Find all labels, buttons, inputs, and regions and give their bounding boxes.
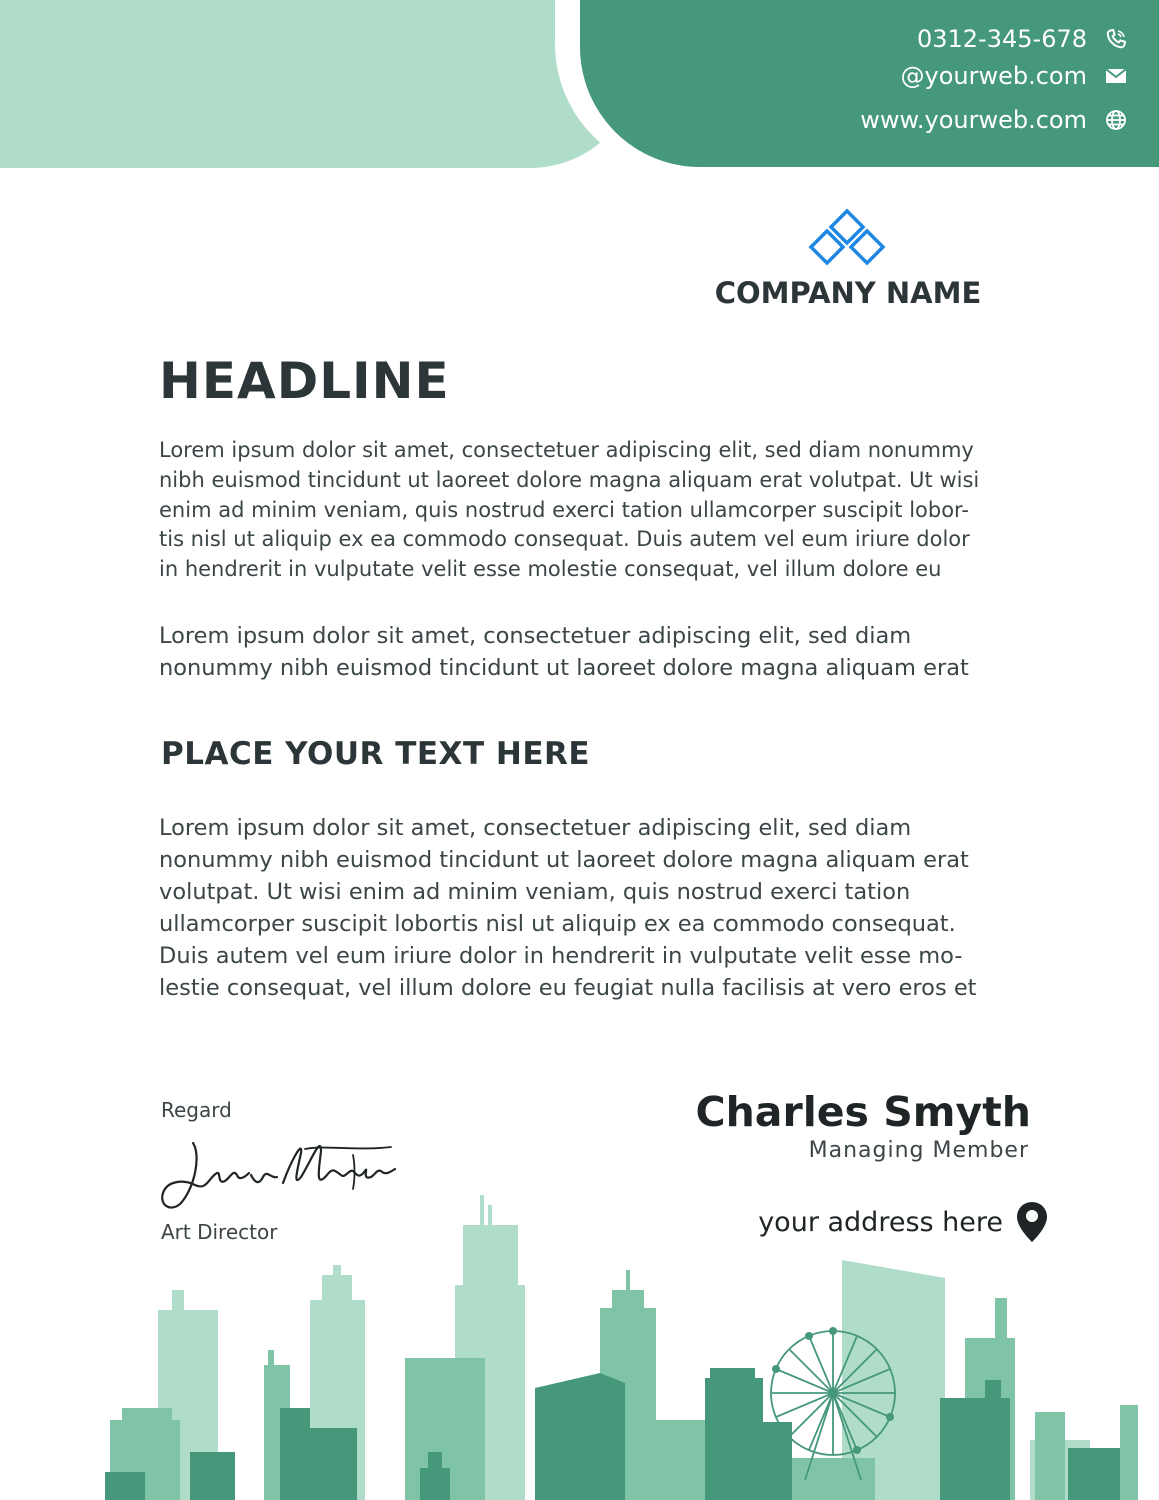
closing-regard: Regard <box>161 1098 232 1122</box>
contact-phone <box>917 25 1129 53</box>
paragraph-2: Lorem ipsum dolor sit amet, consectetuer adipiscing elit, sed diam nonummy nibh euismod tincidunt ut laoreet dolore magna aliquam erat <box>159 623 969 681</box>
paragraph-1: Lorem ipsum dolor sit amet, consectetuer adipiscing elit, sed diam nonummy nibh euismod tincidunt ut laoreet dolore magna aliquam erat volutpat. Ut wisi enim ad minim veniam, quis nostrud exerci tation ullamcorper suscipit lobor- tis nisl ut aliquip ex ea commodo consequat. Duis autem vel eum iriure dolor in hendrerit in vulputate velit esse molestie consequat, vel illum dolore eu <box>159 438 980 582</box>
diamond-logo-icon <box>803 207 893 271</box>
signer-role: Art Director <box>161 1220 278 1244</box>
paragraph-3: Lorem ipsum dolor sit amet, consectetuer adipiscing elit, sed diam nonummy nibh euismod tincidunt ut laoreet dolore magna aliquam erat volutpat. Ut wisi enim ad minim veniam, quis nostrud exerci tation ullamcorper suscipit lobortis nisl ut aliquip ex ea commodo consequat. Duis autem vel eum iriure dolor in hendrerit in vulputate velit esse mo- lestie consequat, vel illum dolore eu feugiat nulla facilisis at vero eros et <box>159 815 977 1001</box>
city-skyline-illustration <box>0 1190 1159 1500</box>
address-text: your address here <box>758 1206 1003 1238</box>
header-band-light <box>0 0 640 168</box>
headline: HEADLINE <box>159 352 450 410</box>
phone-icon <box>1103 26 1129 52</box>
phone-number: 0312-345-678 <box>916 25 1087 53</box>
contact-website <box>860 106 1129 134</box>
signer-title: Managing Member <box>808 1138 1029 1163</box>
mail-icon <box>1103 63 1129 89</box>
company-name: COMPANY NAME <box>714 276 982 310</box>
subheading: PLACE YOUR TEXT HERE <box>161 736 591 772</box>
globe-icon <box>1103 107 1129 133</box>
contact-email <box>901 62 1129 90</box>
website-url: www.yourweb.com <box>860 106 1087 134</box>
email-address: @yourweb.com <box>900 62 1087 90</box>
signer-name: Charles Smyth <box>695 1088 1031 1136</box>
